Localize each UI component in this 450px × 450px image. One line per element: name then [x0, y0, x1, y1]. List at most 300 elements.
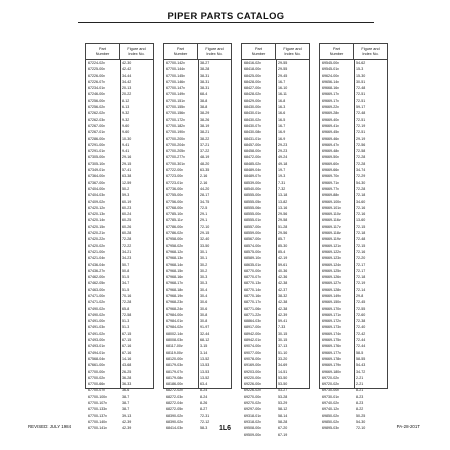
part-number: 67305-00v — [88, 155, 105, 160]
figure-index: 72-15 — [356, 243, 366, 248]
figure-index: 16-7 — [278, 79, 286, 84]
figure-index: 29-23 — [278, 149, 288, 154]
part-number: 67700-277v — [166, 155, 185, 160]
figure-index: 72-58 — [356, 149, 366, 154]
part-number: 67768-00v — [166, 205, 183, 210]
part-number: 67493-01v — [88, 344, 105, 349]
part-number: 67291-00v — [88, 142, 105, 147]
figure-index: 13-16 — [278, 205, 288, 210]
part-number: 67700-02v — [88, 375, 105, 380]
figure-index: 3-14 — [200, 350, 208, 355]
part-number: 67224-02v — [88, 61, 105, 65]
part-number: 67462-00v — [88, 275, 105, 280]
part-number: 67420-21v — [88, 231, 105, 236]
figure-index: 20-22 — [122, 92, 132, 97]
figure-index: 72-56 — [356, 142, 366, 147]
part-number: 68472-00v — [244, 155, 261, 160]
part-number: 67968-24v — [166, 306, 183, 311]
part-number: 67471-02v — [88, 300, 105, 305]
part-number: 68430-00v — [244, 105, 261, 110]
figure-index: 30-3 — [200, 281, 208, 286]
column-divider — [276, 60, 277, 389]
part-number: 67471-00v — [88, 293, 105, 298]
figure-index: 19-7 — [278, 168, 286, 173]
part-number: 67409-02v — [88, 199, 105, 204]
part-number: 67349-01v — [88, 168, 105, 173]
part-number: 67700-200v — [166, 136, 185, 141]
figure-index: 32-44 — [200, 331, 210, 336]
figure-index: 72-31 — [200, 413, 210, 418]
figure-index: 57-41 — [122, 168, 132, 173]
figure-index: 30-4 — [200, 287, 208, 292]
figure-index: 38-31 — [200, 79, 210, 84]
part-number: 67756-00v — [166, 199, 183, 204]
part-number: 68555-00v — [244, 193, 261, 198]
part-number: 68002-14v — [166, 331, 183, 336]
figure-index: 50-7 — [122, 262, 130, 267]
figure-index: 42-30 — [122, 61, 132, 65]
part-number: 67968-12v — [166, 249, 183, 254]
part-number: 67700-149v — [166, 92, 185, 97]
part-number: 69669-128v — [322, 287, 341, 292]
page-number: 1L6 — [218, 425, 232, 432]
part-number: 67700-190v — [166, 130, 185, 135]
figure-index: 72-28 — [122, 300, 132, 305]
part-number: 68272-03v — [166, 394, 183, 399]
figure-index: 72-17 — [356, 262, 366, 267]
figure-index: 9-32 — [122, 111, 130, 116]
figure-index: 72-20 — [356, 256, 366, 261]
part-number: 68555-01v — [244, 218, 261, 223]
part-number: 67984-02v — [166, 325, 183, 330]
figure-index: 51-28 — [278, 224, 288, 229]
part-number-header-line: Part — [333, 47, 340, 52]
part-number: 68457-00v — [244, 142, 261, 147]
figure-index: 58-55 — [356, 356, 366, 361]
figure-index: 8-23 — [356, 394, 364, 399]
figure-index: 50-8 — [122, 268, 130, 273]
part-number: 68431-01v — [244, 136, 261, 141]
part-number: 67755-00v — [166, 193, 183, 198]
part-number: 69850-02v — [322, 419, 339, 424]
figure-index: 30-2 — [200, 268, 208, 273]
part-number: 68120-00v — [166, 356, 183, 361]
revision-date: REVISED: JULY 1984 — [28, 424, 72, 429]
figure-index-header — [275, 44, 309, 59]
figure-index: 72-51 — [356, 117, 366, 122]
figure-index: 63-35 — [200, 168, 210, 173]
figure-index: 67-16 — [122, 350, 132, 355]
figure-index: 29-55 — [278, 61, 288, 65]
figure-index-header-line: Figure and — [361, 47, 380, 52]
part-number: 69740-02v — [322, 401, 339, 406]
figure-index: 38-8 — [200, 105, 208, 110]
figure-index: 39-13 — [122, 413, 132, 418]
part-number: 68179-03v — [166, 363, 183, 368]
figure-index: 19-3 — [278, 174, 286, 179]
figure-index: 85-7 — [278, 237, 286, 242]
figure-index: 34-7 — [122, 281, 130, 286]
part-number: 67225-00v — [88, 67, 105, 72]
figure-index: 9-60 — [122, 130, 130, 135]
part-number-header — [320, 44, 353, 59]
part-number: 68390-02v — [166, 419, 183, 424]
figure-index: 29-1 — [200, 212, 208, 217]
part-number: 69669-171v — [322, 312, 341, 317]
figure-index: 29-55 — [278, 67, 288, 72]
part-number: 69669-60v — [322, 161, 339, 166]
part-number: 67491-00v — [88, 319, 105, 324]
figure-index: 8-27 — [200, 407, 208, 412]
part-number: 69545-00v — [322, 61, 339, 65]
figure-index: 30-6 — [200, 300, 208, 305]
figure-index: 15-3 — [356, 67, 364, 72]
figure-index: 13-60 — [356, 218, 366, 223]
part-number: 69220-00v — [244, 375, 261, 380]
figure-index: 58-5 — [356, 350, 364, 355]
figure-index: 34-44 — [122, 73, 132, 78]
figure-index: 53-50 — [278, 382, 288, 387]
figure-index: 34-72 — [356, 369, 366, 374]
part-number: 67700-145v — [166, 73, 185, 78]
part-number: 69720-02v — [322, 375, 339, 380]
part-number: 69669-77v — [322, 186, 339, 191]
figure-index: 42-38 — [278, 306, 288, 311]
part-number: 69545-01v — [322, 67, 339, 72]
part-number: 68864-03v — [244, 319, 261, 324]
figure-index-header — [353, 44, 387, 59]
part-number: 69669-180v — [322, 369, 341, 374]
part-number: 68555-05v — [244, 199, 261, 204]
part-number: 68428-00v — [244, 79, 261, 84]
figure-index: 72-18 — [356, 275, 366, 280]
figure-index: 9-32 — [122, 117, 130, 122]
figure-index: 29-23 — [278, 142, 288, 147]
figure-index: 70-16 — [122, 293, 132, 298]
part-number: 68770-17v — [244, 300, 261, 305]
part-number: 69270-00v — [244, 394, 261, 399]
figure-index: 30-51 — [356, 79, 366, 84]
part-number: 67463-00v — [88, 287, 105, 292]
part-number: 69669-119v — [322, 237, 341, 242]
figure-index: 8-24 — [200, 394, 208, 399]
part-number: 67404-00v — [88, 186, 105, 191]
figure-index: 6-13 — [122, 105, 130, 110]
figure-index: 59-3 — [122, 193, 130, 198]
part-number: 67958-00v — [166, 237, 183, 242]
figure-index: 38-26 — [200, 117, 210, 122]
figure-index: 68-12 — [200, 338, 210, 343]
part-number: 69669-127v — [322, 281, 341, 286]
part-number: 69669-125v — [322, 268, 341, 273]
part-number: 68589-10v — [244, 256, 261, 261]
figure-index: 30-8 — [200, 312, 208, 317]
figure-index: 37-22 — [200, 149, 210, 154]
column-divider — [354, 60, 355, 389]
part-number: 67700-66v — [88, 382, 105, 387]
figure-index: 2-21 — [356, 382, 364, 387]
figure-index: 67-19 — [278, 432, 288, 437]
part-number: 69669-123v — [322, 256, 341, 261]
part-number: 67256-00v — [88, 98, 105, 103]
table-row — [242, 432, 309, 438]
figure-index: 30-15 — [278, 331, 288, 336]
part-number: 68425-00v — [244, 73, 261, 78]
part-number: 68489-04v — [244, 168, 261, 173]
part-number: 68942-01v — [244, 338, 261, 343]
part-number-header-line: Number — [251, 51, 266, 56]
figure-index: 72-28 — [356, 155, 366, 160]
part-number: 69509-00v — [244, 432, 261, 437]
figure-index: 72-38 — [356, 319, 366, 324]
part-number: 67404-03v — [88, 193, 105, 198]
part-number: 67493-00v — [88, 338, 105, 343]
figure-index: 51-5 — [122, 287, 130, 292]
part-number: 67968-19v — [166, 293, 183, 298]
part-number: 69203-00v — [244, 369, 261, 374]
figure-index: 50-25 — [356, 413, 366, 418]
figure-index: 30-1 — [200, 256, 208, 261]
figure-index: 72-51 — [356, 130, 366, 135]
figure-index: 58-14 — [278, 413, 288, 418]
part-number: 69669-124v — [322, 262, 341, 267]
part-number: 67968-23v — [166, 300, 183, 305]
figure-index: 72-55 — [356, 306, 366, 311]
part-number: 69226-00v — [244, 382, 261, 387]
figure-index: 29-58 — [278, 218, 288, 223]
figure-index: 38-29 — [200, 111, 210, 116]
figure-index: 72-28 — [122, 237, 132, 242]
figure-index: 16-9 — [278, 130, 286, 135]
figure-index: 72-16 — [356, 212, 366, 217]
part-number: 69669-88v — [322, 193, 339, 198]
figure-index: 58-3 — [200, 426, 208, 431]
column-divider — [198, 60, 199, 389]
figure-index: 72-48 — [356, 86, 366, 91]
figure-index: 34-23 — [122, 256, 132, 261]
part-number: 67256-02v — [88, 105, 105, 110]
part-number: 69669-174v — [322, 331, 341, 336]
figure-index: 32-40 — [200, 237, 210, 242]
figure-index: 13-52 — [200, 375, 210, 380]
part-number: 67421-04v — [88, 256, 105, 261]
figure-index: 16-5 — [278, 117, 286, 122]
part-number: 67226-00v — [88, 73, 105, 78]
part-number: 67700-144v — [166, 67, 185, 72]
part-number: 67722-00v — [166, 168, 183, 173]
part-number: 68117-00v — [166, 344, 183, 349]
figure-index: 72-22 — [122, 243, 132, 248]
part-number: 67968-13v — [166, 256, 183, 261]
figure-index: 72-51 — [356, 92, 366, 97]
figure-index: 38-27 — [200, 61, 210, 65]
figure-index: 51-3 — [122, 319, 130, 324]
figure-index-header — [197, 44, 231, 59]
part-number: 69669-41v — [322, 123, 339, 128]
figure-index: 33-50 — [200, 243, 210, 248]
part-number: 69669-173v — [322, 325, 341, 330]
figure-index: 85-30 — [278, 243, 288, 248]
part-number: 67226-07v — [88, 79, 105, 84]
figure-index: 13-53 — [200, 363, 210, 368]
part-number-header-line: Part — [99, 47, 106, 52]
figure-index: 48-19 — [200, 155, 210, 160]
figure-index: 59-61 — [278, 262, 288, 267]
figure-index: 34-69 — [278, 363, 288, 368]
figure-index: 44-20 — [200, 186, 210, 191]
figure-index: 59-17 — [356, 105, 366, 110]
figure-index: 34-42 — [122, 79, 132, 84]
part-number: 69297-00v — [244, 407, 261, 412]
part-number: 68179-08v — [166, 375, 183, 380]
part-number: 69624-00v — [322, 73, 339, 78]
part-number: 67700-137v — [88, 413, 107, 418]
part-number: 67723-01v — [166, 180, 183, 185]
figure-index: 42-36 — [278, 275, 288, 280]
figure-index: 72-44 — [356, 338, 366, 343]
figure-index: 42-38 — [278, 281, 288, 286]
figure-index: 72-60 — [356, 312, 366, 317]
figure-index: 3-15 — [200, 344, 208, 349]
parts-table-column — [85, 43, 154, 431]
part-number: 69669-150v — [322, 300, 341, 305]
part-number: 67723-00v — [166, 174, 183, 179]
figure-index: 53-50 — [278, 375, 288, 380]
figure-index: 72-42 — [356, 331, 366, 336]
figure-index-header-line: Figure and — [127, 47, 146, 52]
figure-index: 38-8 — [200, 98, 208, 103]
figure-index: 67-15 — [122, 338, 132, 343]
part-number: 69074-00v — [244, 344, 261, 349]
part-number: 69270-02v — [244, 401, 261, 406]
part-number: 69669-170v — [322, 306, 341, 311]
figure-index-header — [119, 44, 153, 59]
part-number: 67420-14v — [88, 218, 105, 223]
part-number: 67700-07v — [88, 388, 105, 393]
figure-index: 38-28 — [200, 67, 210, 72]
part-number: 67958-02v — [166, 243, 183, 248]
figure-index: 20-13 — [122, 86, 132, 91]
figure-index: 54-30 — [356, 419, 366, 424]
figure-index: 60-28 — [122, 231, 132, 236]
part-number: 67700-156v — [166, 111, 185, 116]
part-number: 67286-00v — [88, 136, 105, 141]
figure-index: 51-5 — [122, 275, 130, 280]
figure-index: 60-24 — [122, 212, 132, 217]
column-divider — [120, 60, 121, 389]
figure-index: 60-25 — [122, 218, 132, 223]
part-number: 67984-00v — [166, 312, 183, 317]
part-number: 67700-172v — [166, 117, 185, 122]
part-number: 68540-00v — [244, 186, 261, 191]
figure-index: 43-68 — [122, 363, 132, 368]
figure-index: 72-17 — [356, 268, 366, 273]
part-number: 67700-182v — [166, 123, 185, 128]
part-number: 68416-02v — [244, 61, 261, 65]
part-number: 69669-66v — [322, 168, 339, 173]
part-number: 67420-15v — [88, 224, 105, 229]
figure-index: 54-30 — [356, 180, 366, 185]
part-number: 67968-16v — [166, 275, 183, 280]
part-number: 69669-126v — [322, 275, 341, 280]
figure-index: 72-12 — [200, 419, 210, 424]
figure-index: 9-60 — [122, 123, 130, 128]
figure-index: 72-10 — [356, 426, 366, 431]
figure-index: 10-30 — [122, 136, 132, 141]
part-number: 67786-02v — [166, 231, 183, 236]
figure-index: 54-62 — [356, 61, 366, 65]
part-number: 68272-02v — [166, 388, 183, 393]
figure-index: 72-58 — [122, 312, 132, 317]
part-number: 68186-00v — [166, 382, 183, 387]
part-number: 69895-03v — [322, 426, 339, 431]
figure-index: 13-18 — [278, 193, 288, 198]
figure-index: 85-4 — [278, 249, 286, 254]
figure-index: 38-7 — [122, 401, 130, 406]
figure-index: 48-20 — [200, 161, 210, 166]
figure-index: 15-30 — [356, 73, 366, 78]
figure-index: 13-82 — [278, 199, 288, 204]
column-body — [242, 60, 309, 437]
title-underline — [78, 22, 374, 23]
figure-index: 58-12 — [278, 407, 288, 412]
part-number: 67420-02v — [88, 243, 105, 248]
part-number: 67700-301v — [166, 161, 185, 166]
part-number: 67968-17v — [166, 281, 183, 286]
part-number: 67700-147v — [166, 86, 185, 91]
figure-index: 51-3 — [122, 325, 130, 330]
part-number: 68008-03v — [166, 338, 183, 343]
figure-index: 60-26 — [122, 224, 132, 229]
figure-index: 53-27 — [278, 388, 288, 393]
part-number: 67700-140v — [88, 419, 107, 424]
part-number: 67700-155v — [166, 105, 185, 110]
figure-index: 29-1 — [200, 218, 208, 223]
figure-index: 13-53 — [200, 369, 210, 374]
parts-table-column — [319, 43, 388, 431]
figure-index-header-line: Index No. — [362, 51, 379, 56]
figure-index: 34-75 — [200, 199, 210, 204]
figure-index: 38-31 — [200, 73, 210, 78]
figure-index: 42-37 — [278, 287, 288, 292]
figure-index: 72-14 — [356, 287, 366, 292]
figure-index: 72-40 — [356, 325, 366, 330]
part-number: 69669-117v — [322, 224, 341, 229]
part-number: 69730-01v — [322, 394, 339, 399]
figure-index: 29-15 — [200, 231, 210, 236]
page-title: PIPER PARTS CATALOG — [167, 10, 285, 21]
part-number: 68179-07v — [166, 369, 183, 374]
figure-index: 38-22 — [200, 136, 210, 141]
column-header — [164, 44, 231, 60]
part-number: 67700-133v — [88, 407, 107, 412]
figure-index: 29-16 — [122, 155, 132, 160]
part-number: 68272-05v — [166, 407, 183, 412]
figure-index: 34-60 — [356, 199, 366, 204]
part-number: 67700-142v — [166, 61, 185, 65]
part-number: 67420-13v — [88, 212, 105, 217]
figure-index: 60-19 — [122, 199, 132, 204]
part-number: 68414-03v — [166, 426, 183, 431]
part-number: 69669-178v — [322, 356, 341, 361]
figure-index: 72-29 — [356, 174, 366, 179]
figure-index: 9-41 — [122, 149, 130, 154]
figure-index: 29-19 — [356, 136, 366, 141]
part-number: 67700-141v — [88, 426, 107, 431]
figure-index: 49-18 — [278, 161, 288, 166]
figure-index: 16-10 — [278, 86, 288, 91]
figure-index: 30-1 — [200, 249, 208, 254]
